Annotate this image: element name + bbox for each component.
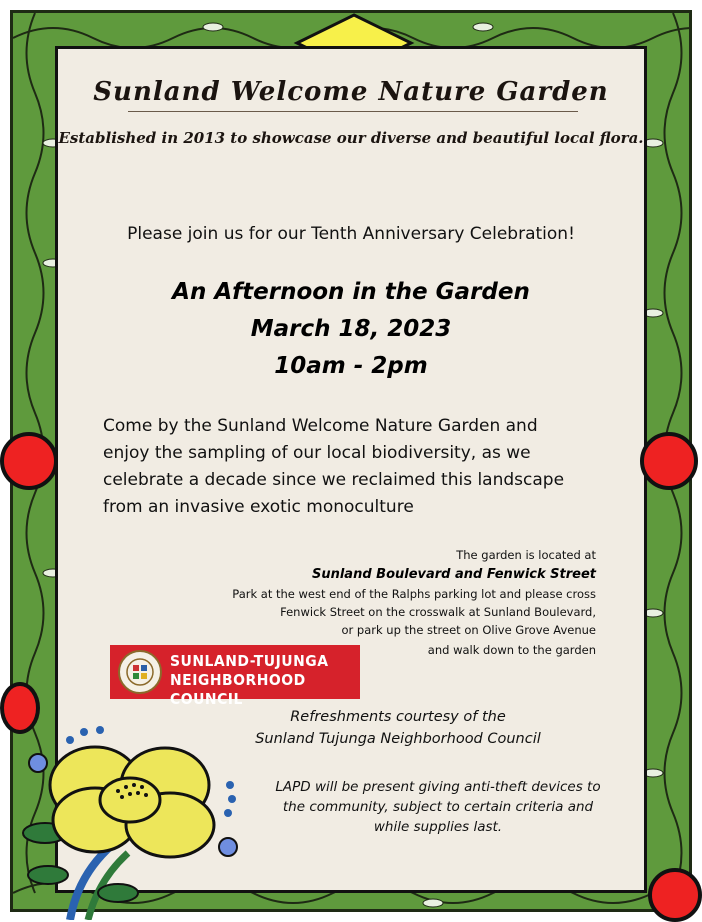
garden-title: Sunland Welcome Nature Garden — [93, 77, 609, 107]
directions-line: Fenwick Street on the crosswalk at Sunland Boulevard, — [280, 605, 596, 619]
description-line: enjoy the sampling of our local biodiversity, as we — [103, 443, 531, 463]
city-seal-icon — [118, 650, 162, 694]
directions-line: or park up the street on Olive Grove Avenue — [341, 623, 596, 637]
council-logo-line2: NEIGHBORHOOD COUNCIL — [170, 671, 306, 708]
location-intro: The garden is located at — [456, 548, 596, 562]
yellow-flower-icon — [0, 715, 250, 920]
red-dot-corner — [648, 868, 702, 922]
event-date: March 18, 2023 — [250, 316, 452, 342]
description-line: Come by the Sunland Welcome Nature Garden and — [103, 416, 538, 436]
lapd-line: LAPD will be present giving anti-theft devices to — [275, 779, 601, 795]
description-line: from an invasive exotic monoculture — [103, 497, 414, 517]
council-logo-line1: SUNLAND-TUJUNGA — [170, 652, 329, 670]
red-dot-right — [640, 432, 698, 490]
lapd-line: the community, subject to certain criteria and — [282, 799, 594, 815]
event-time: 10am - 2pm — [274, 353, 428, 379]
council-logo-text — [170, 652, 360, 709]
description-line: celebrate a decade since we reclaimed this landscape — [103, 470, 565, 490]
location-intersection: Sunland Boulevard and Fenwick Street — [311, 567, 596, 582]
council-logo — [110, 645, 360, 708]
event-name: An Afternoon in the Garden — [172, 279, 530, 305]
directions-line: and walk down to the garden — [427, 643, 596, 657]
refreshments-line: Sunland Tujunga Neighborhood Council — [255, 731, 541, 747]
title-underline — [128, 111, 578, 112]
invitation-text: Please join us for our Tenth Anniversary Celebration! — [127, 224, 575, 244]
refreshments-line: Refreshments courtesy of the — [290, 709, 506, 725]
directions-line: Park at the west end of the Ralphs parking lot and please cross — [232, 587, 596, 601]
established-line: Established in 2013 to showcase our diverse and beautiful local flora. — [58, 129, 644, 147]
red-dot-left — [0, 432, 58, 490]
event-description — [103, 413, 623, 521]
lapd-line: while supplies last. — [373, 819, 503, 835]
lapd-notice — [258, 777, 618, 837]
